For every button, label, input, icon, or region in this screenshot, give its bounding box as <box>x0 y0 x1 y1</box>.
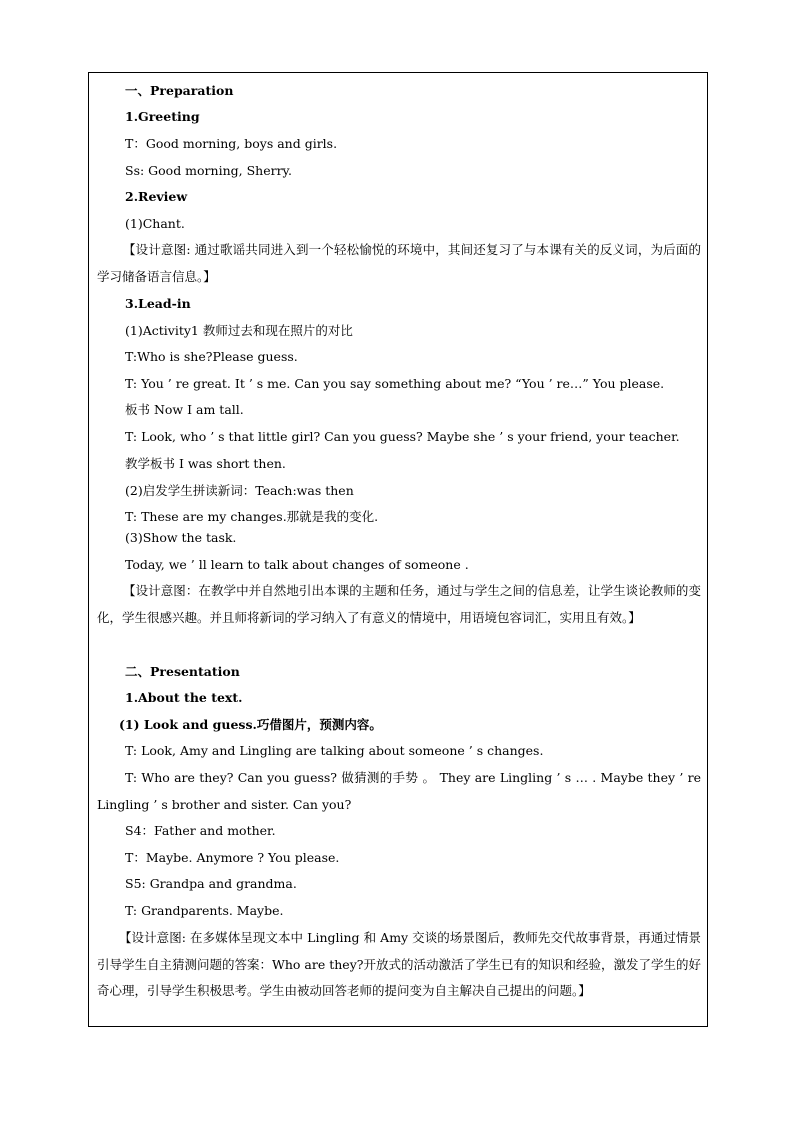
dialogue-line: T: Look, Amy and Lingling are talking about someone ’ s changes. <box>125 743 544 758</box>
leadin-title: 3.Lead-in <box>125 296 191 311</box>
dialogue-line: S4：Father and mother. <box>125 823 276 838</box>
board-note: 板书 Now I am tall. <box>125 402 244 417</box>
leadin-step: (3)Show the task. <box>125 530 237 545</box>
dialogue-line: S5: Grandpa and grandma. <box>125 876 297 891</box>
dialogue-line: T：Maybe. Anymore ? You please. <box>125 850 340 865</box>
leadin-step: (2)启发学生拼读新词：Teach:was then <box>125 483 354 498</box>
section-heading-presentation: 二、Presentation <box>125 664 240 679</box>
dialogue-line: Ss: Good morning, Sherry. <box>125 163 292 178</box>
greeting-title: 1.Greeting <box>125 109 200 124</box>
dialogue-line: T: Grandparents. Maybe. <box>125 903 284 918</box>
lesson-plan-frame <box>88 72 708 1027</box>
about-text-title: 1.About the text. <box>125 690 243 705</box>
dialogue-line: T: These are my changes.那就是我的变化. <box>125 509 379 524</box>
section-heading-preparation: 一、Preparation <box>125 83 234 98</box>
dialogue-line: T:Who is she?Please guess. <box>125 349 298 364</box>
review-title: 2.Review <box>125 189 188 204</box>
look-and-guess-title: (1) Look and guess.巧借图片，预测内容。 <box>119 717 382 732</box>
leadin-today: Today, we ’ ll learn to talk about changes of someone . <box>125 557 469 572</box>
dialogue-line: T: Look, who ’ s that little girl? Can you guess? Maybe she ’ s your friend, your teacher. <box>125 429 680 444</box>
dialogue-paragraph: T: Who are they? Can you guess? 做猜测的手势 。 They are Lingling ’ s … . Maybe they ’ re Lingling ’ s brother and sister. Can you? <box>97 770 701 812</box>
design-intent-paragraph: 【设计意图: 通过歌谣共同进入到一个轻松愉悦的环境中，其间还复习了与本课有关的反义词，为后面的学习储备语言信息。】 <box>97 242 701 284</box>
board-note: 教学板书 I was short then. <box>125 456 286 471</box>
design-intent-paragraph: 【设计意图：在教学中并自然地引出本课的主题和任务，通过与学生之间的信息差，让学生谈论教师的变化，学生很感兴趣。并且师将新词的学习纳入了有意义的情境中，用语境包容词汇，实用且有效。】 <box>97 583 701 625</box>
dialogue-line: T: You ’ re great. It ’ s me. Can you say something about me? “You ’ re…” You please. <box>125 376 665 391</box>
leadin-activity: (1)Activity1 教师过去和现在照片的对比 <box>125 323 353 338</box>
dialogue-line: T：Good morning, boys and girls. <box>125 136 338 151</box>
design-intent-paragraph: 【设计意图: 在多媒体呈现文本中 Lingling 和 Amy 交谈的场景图后，教师先交代故事背景，再通过情景引导学生自主猜测问题的答案：Who are they?开放式的活动激活了学生已有的知识和经验，激发了学生的好奇心理，引导学生积极思考。学生由被动回答老师的提问变为自主解决自己提出的问题。】 <box>97 930 701 998</box>
review-chant: (1)Chant. <box>125 216 185 231</box>
